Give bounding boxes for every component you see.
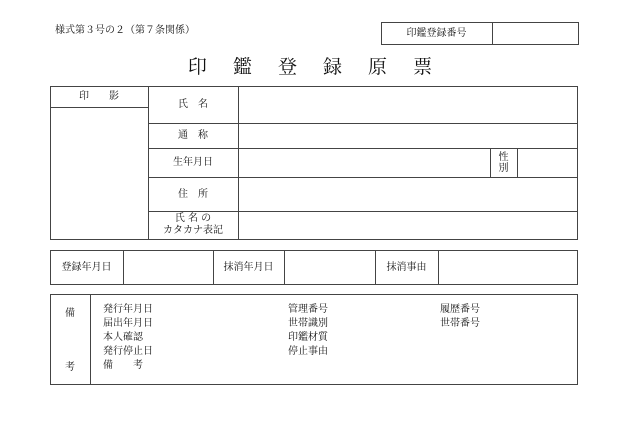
notes-item: 世帯番号 — [440, 318, 480, 329]
kana-label-bottom: カタカナ表記 — [163, 225, 223, 236]
seal-reg-number-divider — [492, 22, 493, 45]
name-label: 氏 名 — [178, 99, 208, 110]
page-title: 印 鑑 登 録 原 票 — [187, 56, 443, 78]
name-field[interactable] — [239, 87, 577, 123]
notes-item: 管理番号 — [288, 304, 328, 315]
kana-label-top: 氏 名 の — [174, 213, 212, 224]
sex-label-bottom: 別 — [498, 163, 509, 174]
notes-item: 履歴番号 — [440, 304, 480, 315]
address-label: 住 所 — [178, 189, 208, 200]
kana-field[interactable] — [239, 212, 577, 239]
notes-item: 世帯識別 — [288, 318, 328, 329]
address-field[interactable] — [239, 178, 577, 211]
sex-field[interactable] — [518, 149, 577, 177]
deletion-reason-label: 抹消事由 — [386, 262, 427, 273]
seal-impression-area[interactable] — [51, 108, 147, 239]
notes-divider — [90, 294, 91, 385]
notes-item: 本人確認 — [103, 332, 143, 343]
birthdate-field[interactable] — [239, 149, 490, 177]
deletion-reason-field[interactable] — [439, 251, 577, 284]
seal-impression-label: 印 影 — [79, 91, 119, 102]
sex-label-top: 性 — [498, 152, 509, 163]
notes-label-bottom: 考 — [65, 362, 75, 373]
notes-item: 発行停止日 — [103, 346, 153, 357]
notes-item: 届出年月日 — [103, 318, 153, 329]
seal-reg-number-label: 印鑑登録番号 — [406, 28, 467, 39]
deleted-date-label: 抹消年月日 — [223, 262, 274, 273]
deleted-date-field[interactable] — [285, 251, 375, 284]
alias-field[interactable] — [239, 124, 577, 148]
birthdate-label: 生年月日 — [173, 157, 213, 168]
registered-date-field[interactable] — [124, 251, 213, 284]
form-number: 様式第３号の２（第７条関係） — [55, 25, 195, 36]
notes-item: 停止事由 — [288, 346, 328, 357]
registered-date-label: 登録年月日 — [61, 262, 112, 273]
alias-label: 通 称 — [178, 130, 208, 141]
notes-item: 発行年月日 — [103, 304, 153, 315]
notes-label-top: 備 — [65, 308, 75, 319]
notes-item: 備 考 — [103, 360, 143, 371]
notes-item: 印鑑材質 — [288, 332, 328, 343]
